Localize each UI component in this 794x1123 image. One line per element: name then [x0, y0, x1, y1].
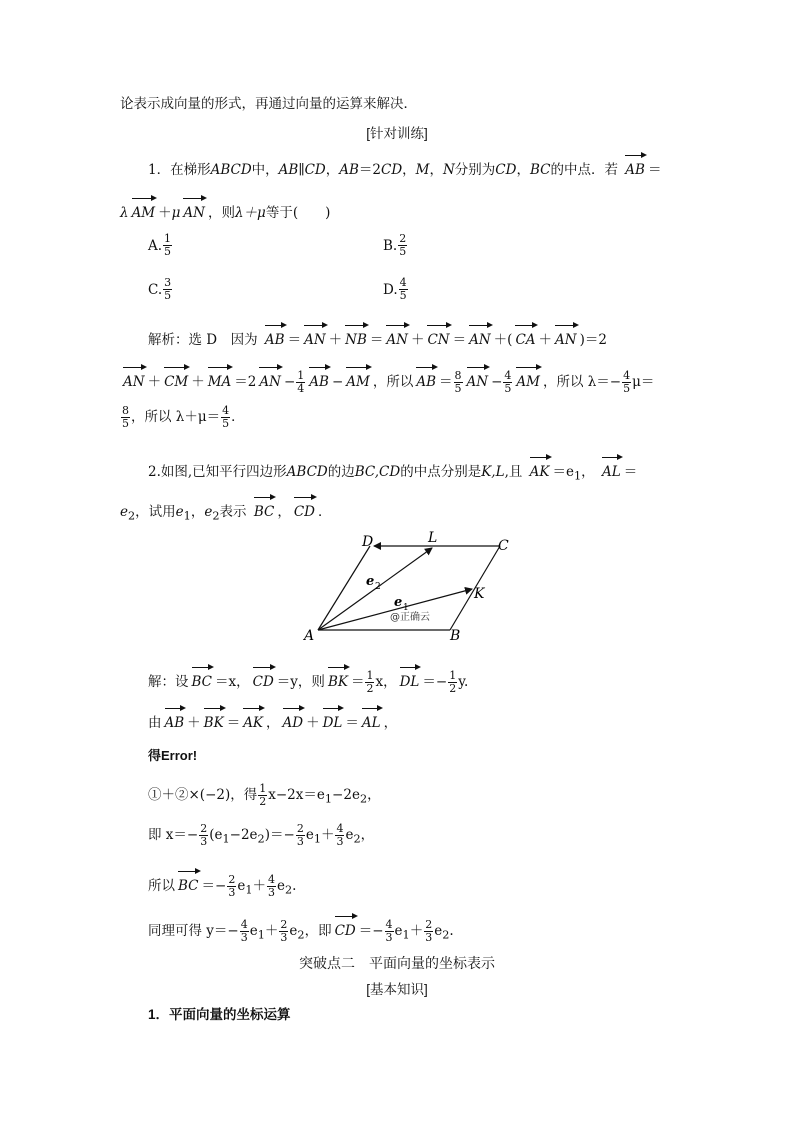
text: .	[292, 878, 297, 894]
vector-ab: AB	[309, 362, 329, 392]
solution2-line2	[148, 703, 397, 733]
fraction	[622, 370, 631, 395]
vector-am: AM	[346, 362, 370, 392]
text: ①＋②×(−2)，得	[148, 787, 258, 803]
q1-cond: AB∥CD	[278, 162, 326, 178]
vector-cd: CD	[253, 662, 274, 692]
vector-ak: AK	[530, 452, 550, 482]
text: −2e	[332, 787, 360, 803]
eq: ＝	[226, 715, 241, 731]
label-e1: e	[394, 595, 403, 610]
vector-ab: AB	[265, 320, 285, 350]
denominator: 3	[228, 886, 236, 899]
comma: ，	[581, 464, 595, 480]
q1-eq: ＝	[647, 162, 662, 178]
vector-al: AL	[602, 452, 621, 482]
q1-text: 的中点．若	[550, 162, 618, 178]
q1-sep: ，	[516, 162, 530, 178]
text: e	[289, 923, 298, 939]
numerator: 4	[385, 918, 393, 931]
vector-bc: BC	[192, 662, 213, 692]
solution-label: 解析：选 D 因为	[148, 332, 258, 348]
minus: −	[331, 374, 344, 390]
e1: e	[175, 504, 184, 520]
plus: ＋	[147, 374, 162, 390]
fraction	[279, 919, 288, 944]
option-fraction	[398, 233, 407, 258]
fraction	[335, 823, 344, 848]
subscript: 1	[313, 832, 321, 846]
vector-an: AN	[259, 362, 281, 392]
subscript: 1	[183, 509, 191, 523]
label-c: C	[498, 538, 509, 554]
plus: ＋	[328, 332, 343, 348]
solution2-line6	[148, 866, 296, 901]
denominator: 2	[449, 682, 457, 695]
denominator: 3	[240, 931, 248, 944]
fraction	[296, 823, 305, 848]
text: y.	[458, 674, 469, 690]
text: 由	[148, 715, 162, 731]
vector-dl: DL	[323, 703, 343, 733]
side-ad	[318, 546, 370, 630]
eq: ＝	[623, 464, 638, 480]
eq: ＝−	[358, 923, 384, 939]
label-e2-sub: 2	[375, 582, 381, 592]
q1-text: 等于( )	[265, 205, 331, 221]
plus: ＋	[320, 827, 335, 843]
solution1-line3	[120, 405, 245, 430]
vector-ak: AK	[243, 703, 263, 733]
option-letter: D.	[383, 281, 398, 298]
text: ，所以	[372, 374, 414, 390]
denominator: 5	[122, 417, 129, 430]
text: μ＝	[632, 374, 655, 390]
vector-bc: BC	[178, 866, 199, 896]
denominator: 3	[200, 835, 208, 848]
plus: ＋	[264, 923, 279, 939]
vector-ab: AB	[165, 703, 185, 733]
vector-an: AN	[123, 362, 145, 392]
section2-title: 突破点二 平面向量的坐标表示	[299, 955, 495, 971]
numerator: 1	[297, 369, 305, 382]
solution2-line7	[148, 911, 454, 946]
subscript: 2	[285, 883, 293, 897]
q1-text: 在梯形	[170, 162, 211, 178]
q1-text: 中，	[251, 162, 279, 178]
q2-text: 的边	[327, 464, 355, 480]
label-a: A	[304, 628, 315, 644]
q1-sep: ，	[402, 162, 416, 178]
fraction	[454, 370, 463, 395]
text: e	[249, 923, 258, 939]
eq: ＝−	[201, 878, 227, 894]
denominator: 3	[296, 835, 304, 848]
numerator: 1	[366, 669, 374, 682]
q2-line1	[148, 452, 637, 487]
fraction	[199, 823, 208, 848]
vector-an: AN	[555, 320, 577, 350]
text: e	[345, 827, 354, 843]
q1-m: M	[415, 162, 430, 178]
eq: ＝	[369, 332, 384, 348]
text: 即 x＝−	[148, 827, 199, 843]
denominator: 5	[164, 245, 172, 258]
comma: ，	[190, 504, 205, 520]
text: ，所以 λ＝−	[542, 374, 622, 390]
q2-sides: BC,CD	[354, 464, 401, 480]
item1-heading: 1．平面向量的坐标运算	[148, 1007, 291, 1022]
q1-cond: AB	[339, 162, 359, 178]
mu: μ	[171, 205, 181, 221]
plus: ＋	[187, 715, 201, 731]
plus: ＋	[191, 374, 205, 390]
numerator: 4	[268, 873, 275, 886]
text: ，	[367, 787, 381, 803]
eq: ＝	[345, 715, 359, 731]
subscript: 1	[574, 469, 582, 483]
denominator: 5	[399, 289, 407, 302]
fraction	[296, 370, 305, 395]
q2-text: ，试用	[135, 504, 176, 520]
comma: ，	[266, 715, 280, 731]
comma: ，	[277, 504, 291, 520]
denominator: 5	[399, 245, 407, 258]
option-letter: B.	[383, 237, 398, 254]
vector-dl: DL	[400, 662, 420, 692]
numerator: 8	[122, 404, 129, 417]
vector-bc: BC	[254, 492, 275, 522]
eq: ＝e	[552, 464, 574, 480]
numerator: 2	[200, 822, 208, 835]
numerator: 3	[164, 276, 172, 289]
vector-ca: CA	[515, 320, 535, 350]
numerator: 4	[240, 918, 248, 931]
subscript: 2	[212, 509, 220, 523]
vector-cn: CN	[427, 320, 449, 350]
text: 解：设	[148, 674, 189, 690]
q1-text: ，则	[207, 205, 235, 221]
plus: ＋	[252, 878, 266, 894]
denominator: 3	[280, 931, 288, 944]
solution2-line5	[148, 823, 374, 850]
watermark: @正确云	[390, 612, 430, 623]
q2-text: 的中点分别是	[400, 464, 482, 480]
denominator: 2	[259, 795, 267, 808]
fraction	[267, 874, 276, 899]
subscript: 2	[128, 509, 136, 523]
fraction	[258, 783, 267, 808]
text: −2e	[229, 827, 258, 843]
vector-am: AM	[516, 362, 540, 392]
q2-midpoints: K,L	[481, 464, 505, 480]
numerator: 1	[164, 232, 172, 245]
subscript: 2	[353, 832, 361, 846]
text: (e	[209, 827, 223, 843]
option-a	[148, 233, 173, 258]
vector-cm: CM	[164, 362, 188, 392]
vector-al: AL	[362, 703, 381, 733]
e2: e	[204, 504, 213, 520]
numerator: 4	[504, 369, 512, 382]
denominator: 3	[385, 931, 393, 944]
text: ，	[360, 827, 375, 843]
text: )＝−	[264, 827, 295, 843]
q1-sep: ，	[325, 162, 340, 178]
text: ，即	[304, 923, 332, 939]
option-d	[383, 277, 409, 302]
text: e	[277, 878, 285, 894]
vector-an: AN	[304, 320, 326, 350]
denominator: 3	[425, 931, 433, 944]
comma: ，	[383, 715, 398, 731]
subscript: 1	[245, 883, 253, 897]
parallelogram-figure	[300, 528, 520, 646]
text: x−2x＝e	[268, 787, 325, 803]
vector-an: AN	[469, 320, 491, 350]
q1-cd: CD	[381, 162, 403, 178]
e2: e	[120, 504, 128, 520]
numerator: 1	[259, 782, 267, 795]
option-fraction	[163, 233, 172, 258]
q1-n: N	[442, 162, 455, 178]
fraction	[227, 874, 236, 899]
text: e	[394, 923, 403, 939]
vector-am: AM	[132, 193, 156, 223]
fraction	[424, 919, 433, 944]
denominator: 3	[268, 886, 275, 899]
option-letter: C.	[148, 281, 163, 298]
vector-cd: CD	[294, 492, 315, 522]
plus: ＋	[538, 332, 553, 348]
subscript: 1	[402, 928, 410, 942]
eq: ＝−	[422, 674, 448, 690]
section-practice: [针对训练]	[366, 126, 428, 141]
eq: ＝	[287, 332, 302, 348]
denominator: 3	[336, 835, 344, 848]
q2-text: ．	[317, 504, 332, 520]
solution1-line2	[120, 362, 654, 395]
denominator: 5	[164, 289, 172, 302]
subscript: 1	[257, 928, 265, 942]
vector-cd: CD	[335, 911, 356, 941]
label-l: L	[428, 530, 438, 546]
q2-text: ,且	[504, 464, 523, 480]
text: e	[237, 878, 246, 894]
denominator: 5	[504, 382, 512, 395]
q2-text: 2.如图,已知平行四边形	[148, 464, 287, 480]
numerator: 4	[399, 276, 407, 289]
text: e	[434, 923, 443, 939]
option-letter: A.	[148, 237, 163, 254]
paren: )＝2	[579, 332, 607, 348]
q1-line2	[120, 193, 330, 223]
numerator: 4	[623, 369, 631, 382]
subscript: 2	[297, 928, 305, 942]
denominator: 5	[623, 382, 631, 395]
denominator: 2	[366, 682, 374, 695]
numerator: 2	[280, 918, 288, 931]
fraction	[385, 919, 394, 944]
numerator: 1	[449, 669, 457, 682]
vector-ma: MA	[208, 362, 232, 392]
label-d: D	[362, 534, 374, 550]
numerator: 2	[399, 232, 407, 245]
plus: ＋	[306, 715, 320, 731]
eq: ＝2	[234, 374, 257, 390]
q2-line2	[120, 492, 331, 527]
q2-text: 表示	[219, 504, 247, 520]
text: e	[305, 827, 314, 843]
solution2-line4	[148, 783, 381, 810]
q1-num: 1．	[148, 162, 171, 178]
subscript: 2	[442, 928, 450, 942]
fraction	[240, 919, 249, 944]
numerator: 2	[425, 918, 433, 931]
q1-text: 分别为	[454, 162, 496, 178]
denominator: 4	[297, 382, 305, 395]
numerator: 2	[228, 873, 236, 886]
q1-sep: ，	[429, 162, 443, 178]
numerator: 4	[222, 404, 230, 417]
plus: ＋	[158, 205, 172, 221]
vector-bk: BK	[204, 703, 224, 733]
denominator: 5	[222, 417, 230, 430]
text: ．	[231, 409, 245, 425]
label-e1-sub: 1	[403, 603, 409, 613]
eq: ＝	[452, 332, 467, 348]
label-k: K	[474, 586, 485, 602]
numerator: 8	[454, 369, 462, 382]
vector-ad: AD	[283, 703, 304, 733]
vector-ab: AB	[625, 150, 645, 180]
vector-an: AN	[386, 320, 408, 350]
q1-cd: CD	[495, 162, 517, 178]
text: .	[449, 923, 454, 939]
fraction	[503, 370, 512, 395]
lambda: λ	[120, 205, 129, 221]
text: ＝y，则	[276, 674, 325, 690]
option-fraction	[163, 277, 172, 302]
denominator: 5	[454, 382, 462, 395]
subscript: 1	[324, 792, 333, 806]
intro-line: 论表示成向量的形式，再通过向量的运算来解决．	[120, 96, 417, 112]
vector-an: AN	[183, 193, 205, 223]
option-c	[148, 277, 173, 302]
solution1-line1	[148, 320, 607, 350]
subscript: 2	[359, 792, 368, 806]
section-basic: [基本知识]	[366, 982, 428, 997]
option-fraction	[399, 277, 408, 302]
minus: −	[283, 374, 296, 390]
fraction	[365, 670, 374, 695]
vector-ab: AB	[416, 362, 436, 392]
fraction	[121, 405, 130, 430]
text: x，	[375, 674, 397, 690]
paren: ＋(	[493, 332, 513, 348]
text: ，所以 λ＋μ＝	[131, 409, 221, 425]
q1-eq: ＝2	[358, 162, 381, 178]
q1-line1	[148, 150, 661, 180]
option-b	[383, 233, 408, 258]
q1-bc: BC	[529, 162, 551, 178]
eq: ＝	[350, 674, 365, 690]
q1-sum: λ＋μ	[234, 205, 266, 221]
plus: ＋	[409, 923, 424, 939]
label-b: B	[450, 628, 461, 644]
solution2-line1	[148, 662, 468, 695]
vector-bk: BK	[328, 662, 348, 692]
eq: ＝	[439, 374, 453, 390]
subscript: 1	[222, 832, 230, 846]
plus: ＋	[410, 332, 425, 348]
minus: −	[491, 374, 503, 390]
text: 同理可得 y＝−	[148, 923, 239, 939]
text: 所以	[148, 878, 175, 894]
q1-abcd: ABCD	[210, 162, 252, 178]
numerator: 4	[336, 822, 344, 835]
fraction	[448, 670, 457, 695]
numerator: 2	[296, 822, 304, 835]
q2-abcd: ABCD	[286, 464, 328, 480]
vector-an: AN	[467, 362, 489, 392]
label-e2: e	[366, 574, 375, 589]
text: ＝x，	[215, 674, 250, 690]
solution2-line3: 得Error!	[148, 748, 198, 763]
fraction	[221, 405, 230, 430]
vector-nb: NB	[345, 320, 367, 350]
subscript: 2	[257, 832, 265, 846]
